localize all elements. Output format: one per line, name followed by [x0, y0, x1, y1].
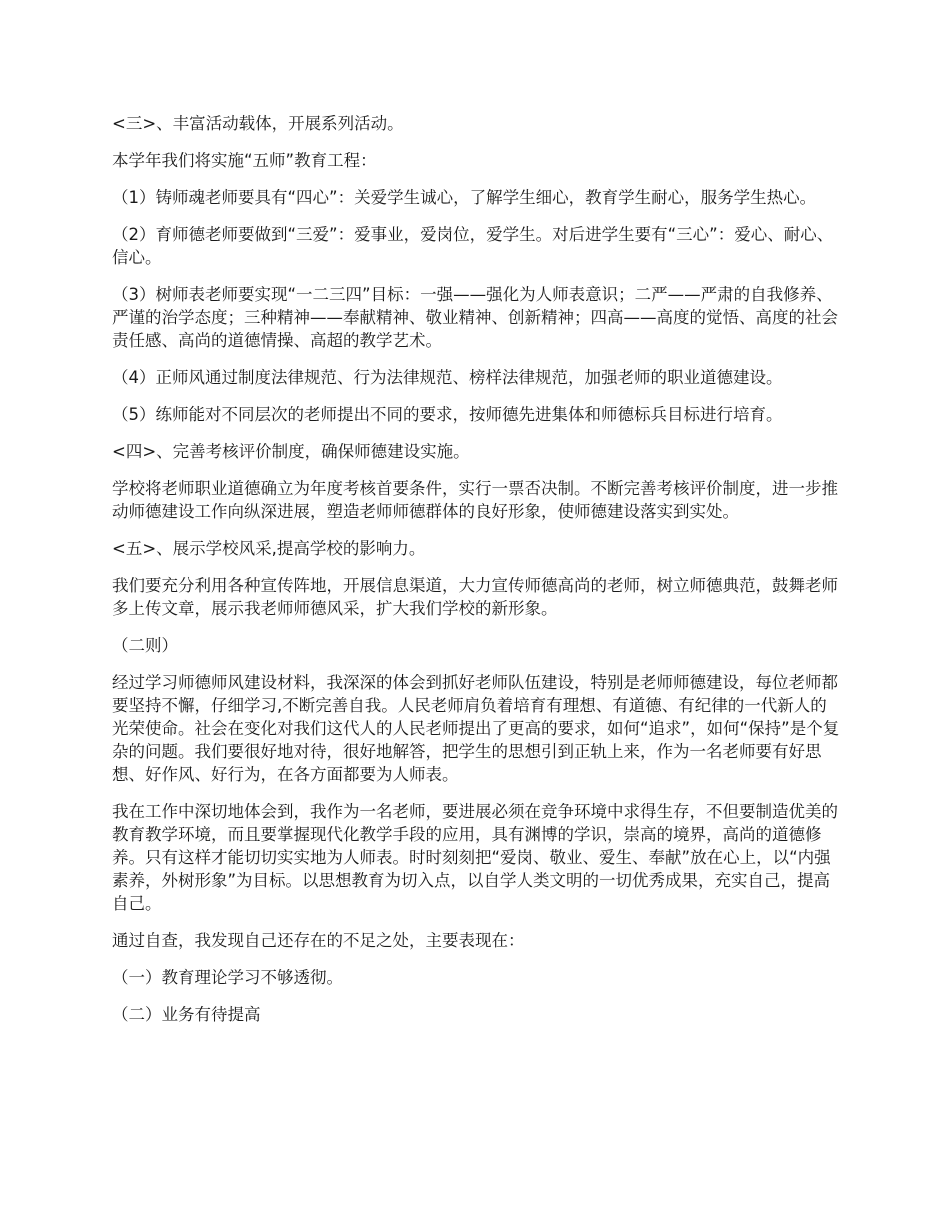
paragraph: 本学年我们将实施“五师”教育工程： — [112, 151, 377, 170]
list-item: （3）树师表老师要实现“一二三四”目标：一强——强化为人师表意识；二严——严肃的自我修养、严谨的治学态度；三种精神——奉献精神、敬业精神、创新精神；四高——高度的觉悟、高度的社会责任感、高尚的道德情操、高超的教学艺术。 — [112, 285, 838, 350]
list-item: （一）教育理论学习不够透彻。 — [112, 968, 343, 987]
subtitle: （二则） — [112, 636, 178, 655]
section-heading-5: <五>、展示学校风采,提高学校的影响力。 — [112, 539, 426, 558]
list-item: （5）练师能对不同层次的老师提出不同的要求，按师德先进集体和师德标兵目标进行培育。 — [112, 405, 783, 424]
section-heading-3: <三>、丰富活动载体，开展系列活动。 — [112, 114, 404, 133]
paragraph: 我们要充分利用各种宣传阵地，开展信息渠道，大力宣传师德高尚的老师，树立师德典范，鼓舞老师多上传文章，展示我老师师德风采，扩大我们学校的新形象。 — [112, 576, 838, 618]
paragraph: 经过学习师德师风建设材料，我深深的体会到抓好老师队伍建设，特别是老师师德建设，每位老师都要坚持不懈，仔细学习,不断完善自我。人民老师肩负着培育有理想、有道德、有纪律的一代新人的光荣使命。社会在变化对我们这代人的人民老师提出了更高的要求，如何“追求”，如何“保持”是个复杂的问题。我们要很好地对待，很好地解答，把学生的思想引到正轨上来，作为一名老师要有好思想、好作风、好行为，在各方面都要为人师表。 — [112, 673, 840, 784]
paragraph: 通过自查，我发现自己还存在的不足之处，主要表现在： — [112, 931, 525, 950]
list-item: （二）业务有待提高 — [112, 1005, 261, 1024]
list-item: （4）正师风通过制度法律规范、行为法律规范、榜样法律规范，加强老师的职业道德建设。 — [112, 368, 783, 387]
list-item: （2）育师德老师要做到“三爱”：爱事业，爱岗位，爱学生。对后进学生要有“三心”：爱心、耐心、信心。 — [112, 225, 834, 267]
paragraph: 我在工作中深切地体会到，我作为一名老师，要进展必须在竞争环境中求得生存，不但要制造优美的教育教学环境，而且要掌握现代化教学手段的应用，具有渊博的学识，崇高的境界，高尚的道德修养。只有这样才能切切实实地为人师表。时时刻刻把“爱岗、敬业、爱生、奉献”放在心上，以“内强素养，外树形象”为目标。以思想教育为切入点，以自学人类文明的一切优秀成果，充实自己，提高自己。 — [112, 802, 838, 913]
list-item: （1）铸师魂老师要具有“四心”：关爱学生诚心，了解学生细心，教育学生耐心，服务学生热心。 — [112, 188, 817, 207]
document-body — [112, 112, 842, 1040]
paragraph: 学校将老师职业道德确立为年度考核首要条件，实行一票否决制。不断完善考核评价制度，进一步推动师德建设工作向纵深进展，塑造老师师德群体的良好形象，使师德建设落实到实处。 — [112, 479, 838, 521]
section-heading-4: <四>、完善考核评价制度，确保师德建设实施。 — [112, 442, 470, 461]
